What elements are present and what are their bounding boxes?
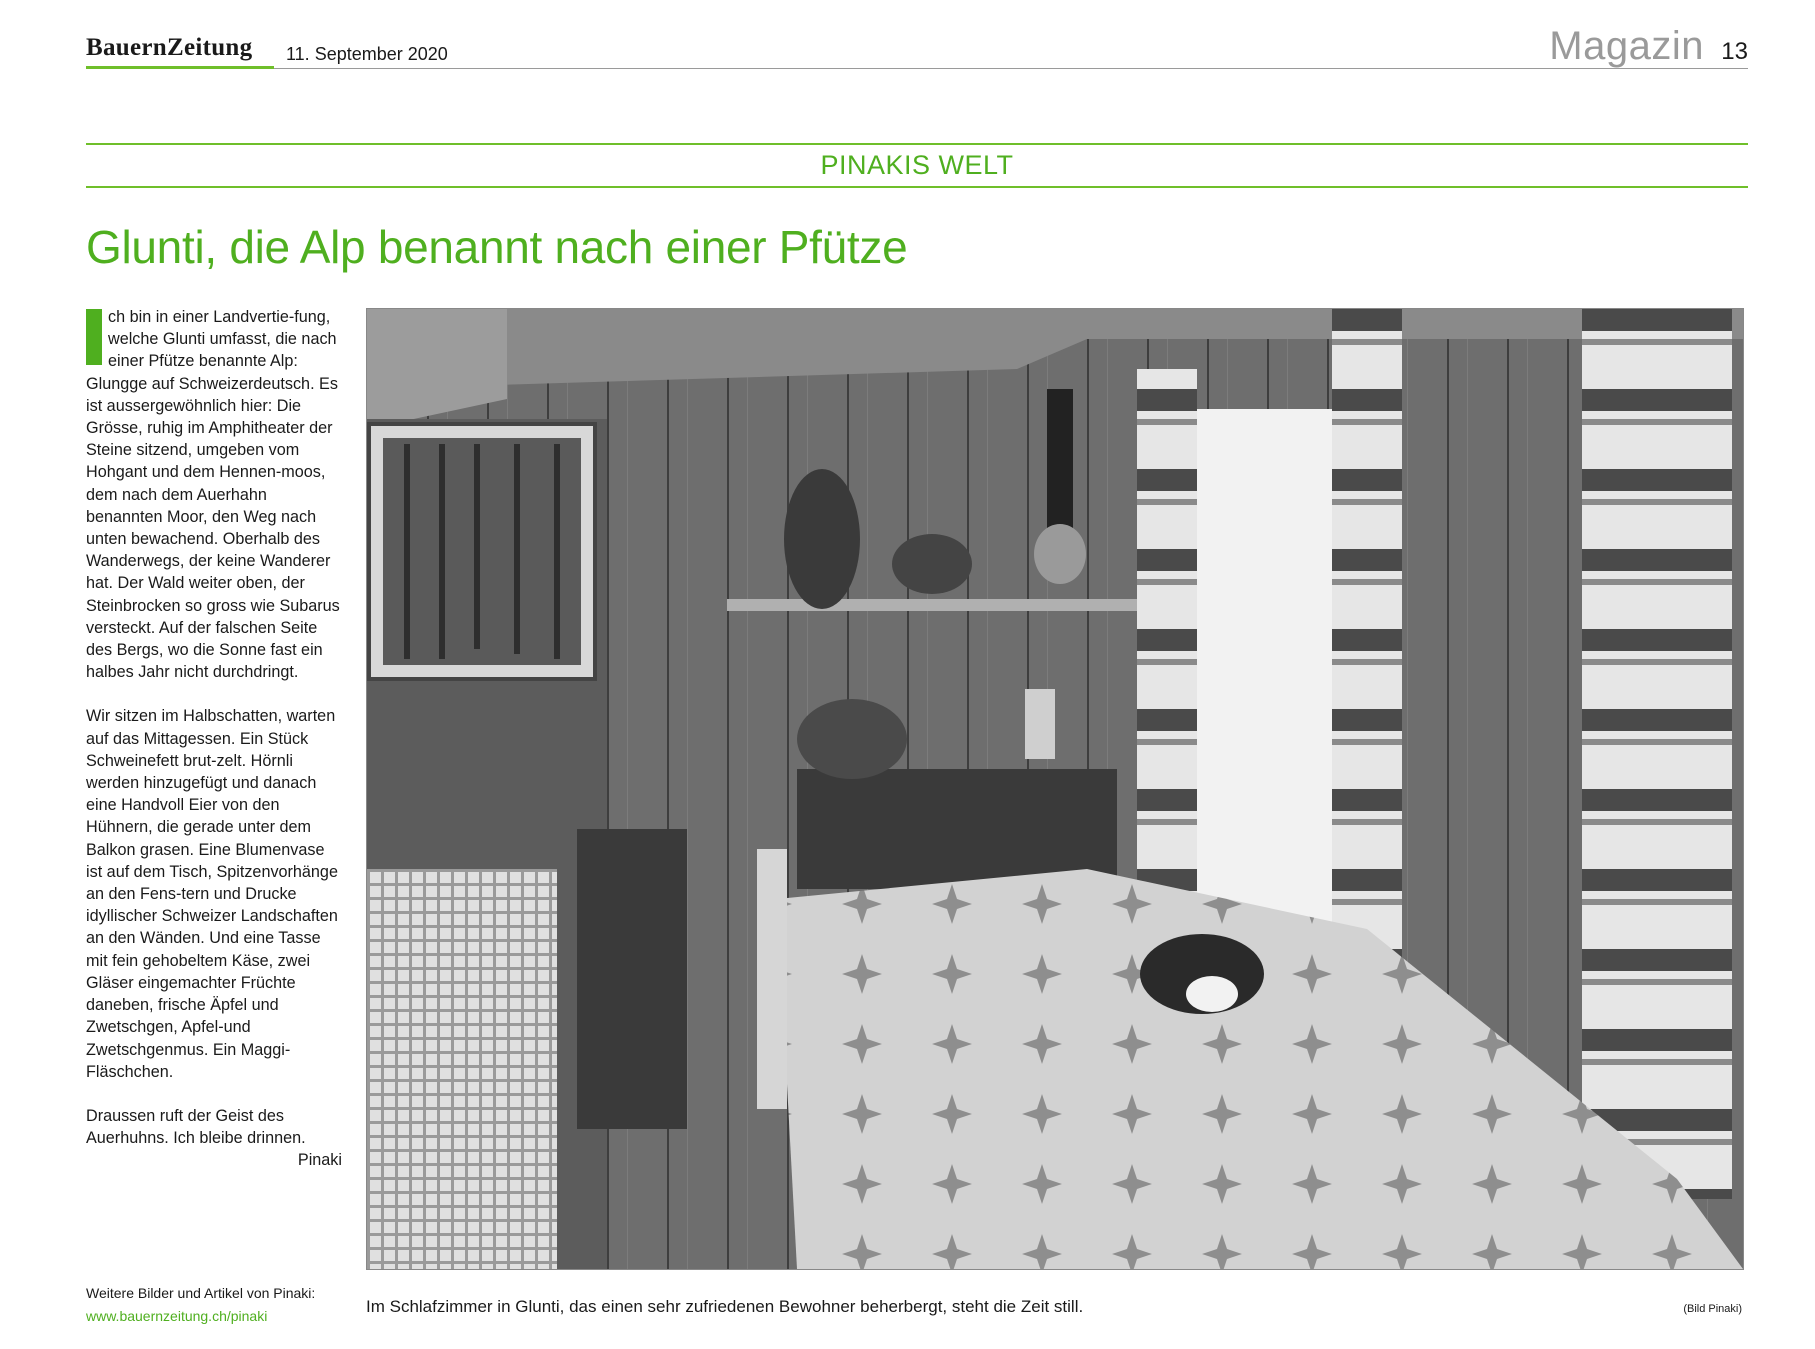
rubric-title: PINAKIS WELT xyxy=(820,150,1014,180)
drop-cap xyxy=(86,309,102,365)
potted-plant xyxy=(892,534,972,594)
bed-post xyxy=(757,849,787,1109)
forest-painting xyxy=(383,438,581,665)
eagle-figure xyxy=(784,469,860,609)
curtain-right xyxy=(1582,309,1732,1199)
photo-credit: (Bild Pinaki) xyxy=(1683,1303,1742,1315)
footer-link[interactable]: www.bauernzeitung.ch/pinaki xyxy=(86,1308,268,1324)
cowbell xyxy=(1034,524,1086,584)
cowbell-strap xyxy=(1047,389,1073,539)
footer-note-text: Weitere Bilder und Artikel von Pinaki: xyxy=(86,1285,316,1301)
footer-note xyxy=(86,1282,315,1328)
page-number: 13 xyxy=(1721,38,1748,65)
potted-plant-2 xyxy=(797,699,907,779)
logo-underline xyxy=(86,66,274,69)
wall-shelf xyxy=(727,599,1147,611)
rubric-top-rule xyxy=(86,143,1748,145)
photo-caption: Im Schlafzimmer in Glunti, das einen sehr zufriedenen Bewohner beherbergt, steht die Zeit still. xyxy=(366,1297,1084,1316)
bedroom-photo-illustration xyxy=(367,309,1743,1269)
doll xyxy=(1025,689,1055,759)
rubric-bottom-rule xyxy=(86,186,1748,188)
chair-with-jacket xyxy=(577,829,687,1129)
paragraph-3: Draussen ruft der Geist des Auerhuhns. Ich bleibe drinnen. xyxy=(86,1106,306,1148)
author-signature: Pinaki xyxy=(297,1151,342,1170)
issue-date: 11. September 2020 xyxy=(286,44,448,64)
paragraph-1 xyxy=(86,306,342,683)
article-body xyxy=(86,306,342,1172)
paragraph-1-text: ch bin in einer Landvertie-fung, welche Glunti umfasst, die nach einer Pfütze benannte Alp: Glungge auf Schweizerdeutsch. Es ist aussergewöhnlich hier: Die Grösse, ruhig im Amphitheater der Steine sitzend, umgeben vom Hohgant und dem Hennen-moos, dem nach dem Auerhahn benannten Moor, den Weg nach unten bewachend. Oberhalb des Wanderwegs, der keine Wanderer hat. Der Wald weiter oben, der Steinbrocken so gross wie Subarus versteckt. Auf der falschen Seite des Bergs, wo die Sonne fast ein halbes Jahr nicht durchdringt. xyxy=(86,308,340,682)
paragraph-2: Wir sitzen im Halbschatten, warten auf das Mittagessen. Ein Stück Schweinefett brut-zelt. Hörnli werden hinzugefügt und danach eine Handvoll Eier von den Hühnern, die gerade unter dem Balkon grasen. Eine Blumenvase ist auf dem Tisch, Spitzenvorhänge an den Fens-tern und Drucke idyllischer Schweizer Landschaften an den Wänden. Und eine Tasse mit fein gehobeltem Käse, zwei Gläser eingemachter Früchte daneben, frische Äpfel und Zwetschgen, Apfel-und Zwetschgenmus. Ein Maggi-Fläschchen. xyxy=(86,707,338,1081)
section-title: Magazin xyxy=(1549,24,1704,68)
newspaper-logo: BauernZeitung xyxy=(86,34,253,61)
article-headline: Glunti, die Alp benannt nach einer Pfütze xyxy=(86,221,908,273)
article-photo xyxy=(366,308,1744,1270)
cat-white-chest xyxy=(1186,976,1238,1012)
masthead xyxy=(86,24,1748,69)
checked-tablecloth xyxy=(367,869,557,1269)
